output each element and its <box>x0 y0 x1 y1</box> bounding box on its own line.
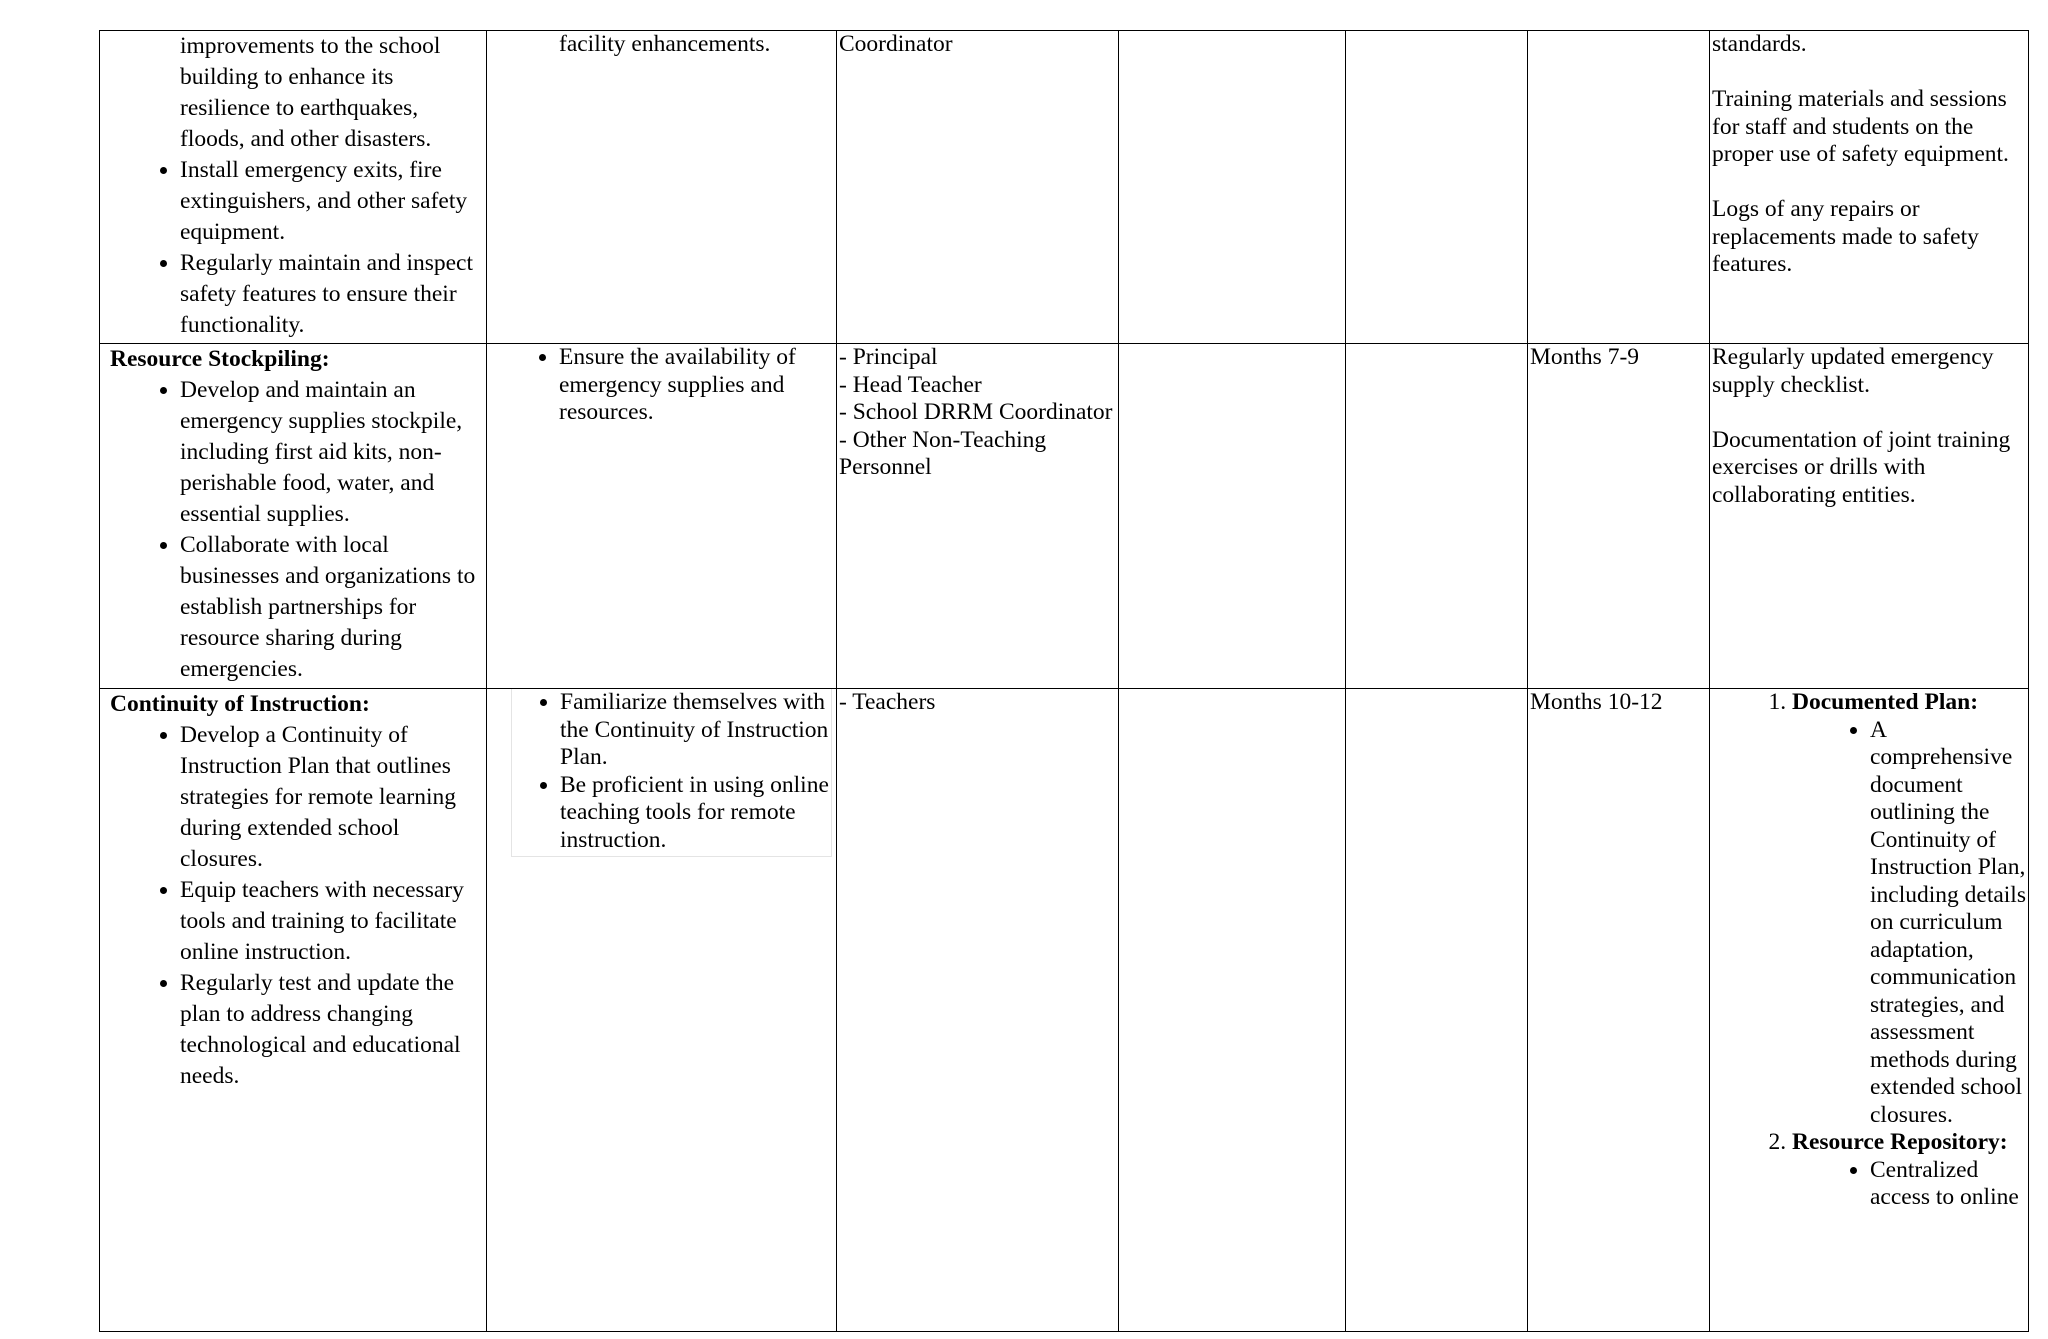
person-line: Coordinator <box>839 31 953 57</box>
activity-title: Continuity of Instruction: <box>110 691 370 717</box>
time-frame: Months 10-12 <box>1530 689 1663 715</box>
list-item: • Equip teachers with necessary tools and training to facilitate online instruction. <box>180 875 484 968</box>
plan-table <box>99 30 2029 1332</box>
list-item: • Install emergency exits, fire extinguishers, and other safety equipment. <box>180 155 484 248</box>
expected-cell <box>487 344 837 689</box>
mov-cell <box>1710 31 2029 344</box>
expected-frame <box>511 689 832 857</box>
empty-cell <box>1346 689 1528 1332</box>
list-item: improvements to the school building to enhance its resilience to earthquakes, floods, and other disasters. <box>180 33 441 152</box>
mov-block: Regularly updated emergency supply checklist. <box>1712 344 1994 398</box>
activity-title: Resource Stockpiling: <box>110 346 330 372</box>
table-row <box>100 344 2029 689</box>
list-item: • Be proficient in using online teaching tools for remote instruction. <box>560 772 831 855</box>
mov-block: standards. <box>1712 31 1807 57</box>
mov-sublist <box>1792 717 2026 1130</box>
list-item: • Collaborate with local businesses and organizations to establish partnerships for resource sharing during emergencies. <box>180 530 484 685</box>
persons-cell <box>837 344 1119 689</box>
list-item: • Develop and maintain an emergency supplies stockpile, including first aid kits, non-perishable food, water, and essential supplies. <box>180 375 484 530</box>
empty-cell <box>1119 344 1346 689</box>
empty-cell <box>1346 31 1528 344</box>
persons-cell <box>837 689 1119 1332</box>
activity-list <box>102 375 484 685</box>
time-cell <box>1528 31 1710 344</box>
time-cell <box>1528 344 1710 689</box>
activity-cell <box>100 344 487 689</box>
person-line: - Teachers <box>839 689 936 715</box>
activity-cell <box>100 689 487 1332</box>
mov-item-title: Documented Plan: <box>1792 689 1979 715</box>
empty-cell <box>1119 31 1346 344</box>
activity-list <box>102 31 484 341</box>
expected-cell <box>487 31 837 344</box>
table-row <box>100 31 2029 344</box>
mov-block: Documentation of joint training exercises or drills with collaborating entities. <box>1712 426 2011 508</box>
list-item <box>1792 1129 2026 1212</box>
persons-cell <box>837 31 1119 344</box>
expected-list <box>512 689 831 854</box>
list-item: • Regularly maintain and inspect safety features to ensure their functionality. <box>180 248 484 341</box>
activity-list <box>102 720 484 1092</box>
table-row <box>100 689 2029 1332</box>
expected-cell <box>487 689 837 1332</box>
time-frame: Months 7-9 <box>1530 344 1640 370</box>
mov-block: Training materials and sessions for staff and students on the proper use of safety equipment. <box>1712 86 2009 167</box>
mov-block: Logs of any repairs or replacements made to safety features. <box>1712 196 1979 277</box>
list-item: • Centralized access to online <box>1870 1157 2026 1212</box>
list-item: • Familiarize themselves with the Continuity of Instruction Plan. <box>560 689 831 772</box>
mov-cell <box>1710 689 2029 1332</box>
expected-text: facility enhancements. <box>559 31 771 57</box>
mov-cell <box>1710 344 2029 689</box>
empty-cell <box>1119 689 1346 1332</box>
person-line: - Other Non-Teaching Personnel <box>839 426 1047 480</box>
person-line: - School DRRM Coordinator <box>839 399 1113 425</box>
person-line: - Head Teacher <box>839 371 982 398</box>
mov-sublist <box>1792 1157 2026 1212</box>
person-line: - Principal <box>839 344 938 370</box>
mov-list <box>1712 689 2026 1212</box>
mov-item-title: Resource Repository: <box>1792 1129 2008 1155</box>
activity-cell <box>100 31 487 344</box>
empty-cell <box>1346 344 1528 689</box>
list-item <box>1792 689 2026 1129</box>
time-cell <box>1528 689 1710 1332</box>
list-item: • Develop a Continuity of Instruction Plan that outlines strategies for remote learning during extended school closures. <box>180 720 484 875</box>
expected-list <box>489 344 834 427</box>
list-item: • A comprehensive document outlining the Continuity of Instruction Plan, including details on curriculum adaptation, communication strategies, and assessment methods during extended school closures. <box>1870 717 2026 1130</box>
list-item: • Ensure the availability of emergency supplies and resources. <box>559 344 834 427</box>
list-item: • Regularly test and update the plan to address changing technological and educational needs. <box>180 968 484 1092</box>
